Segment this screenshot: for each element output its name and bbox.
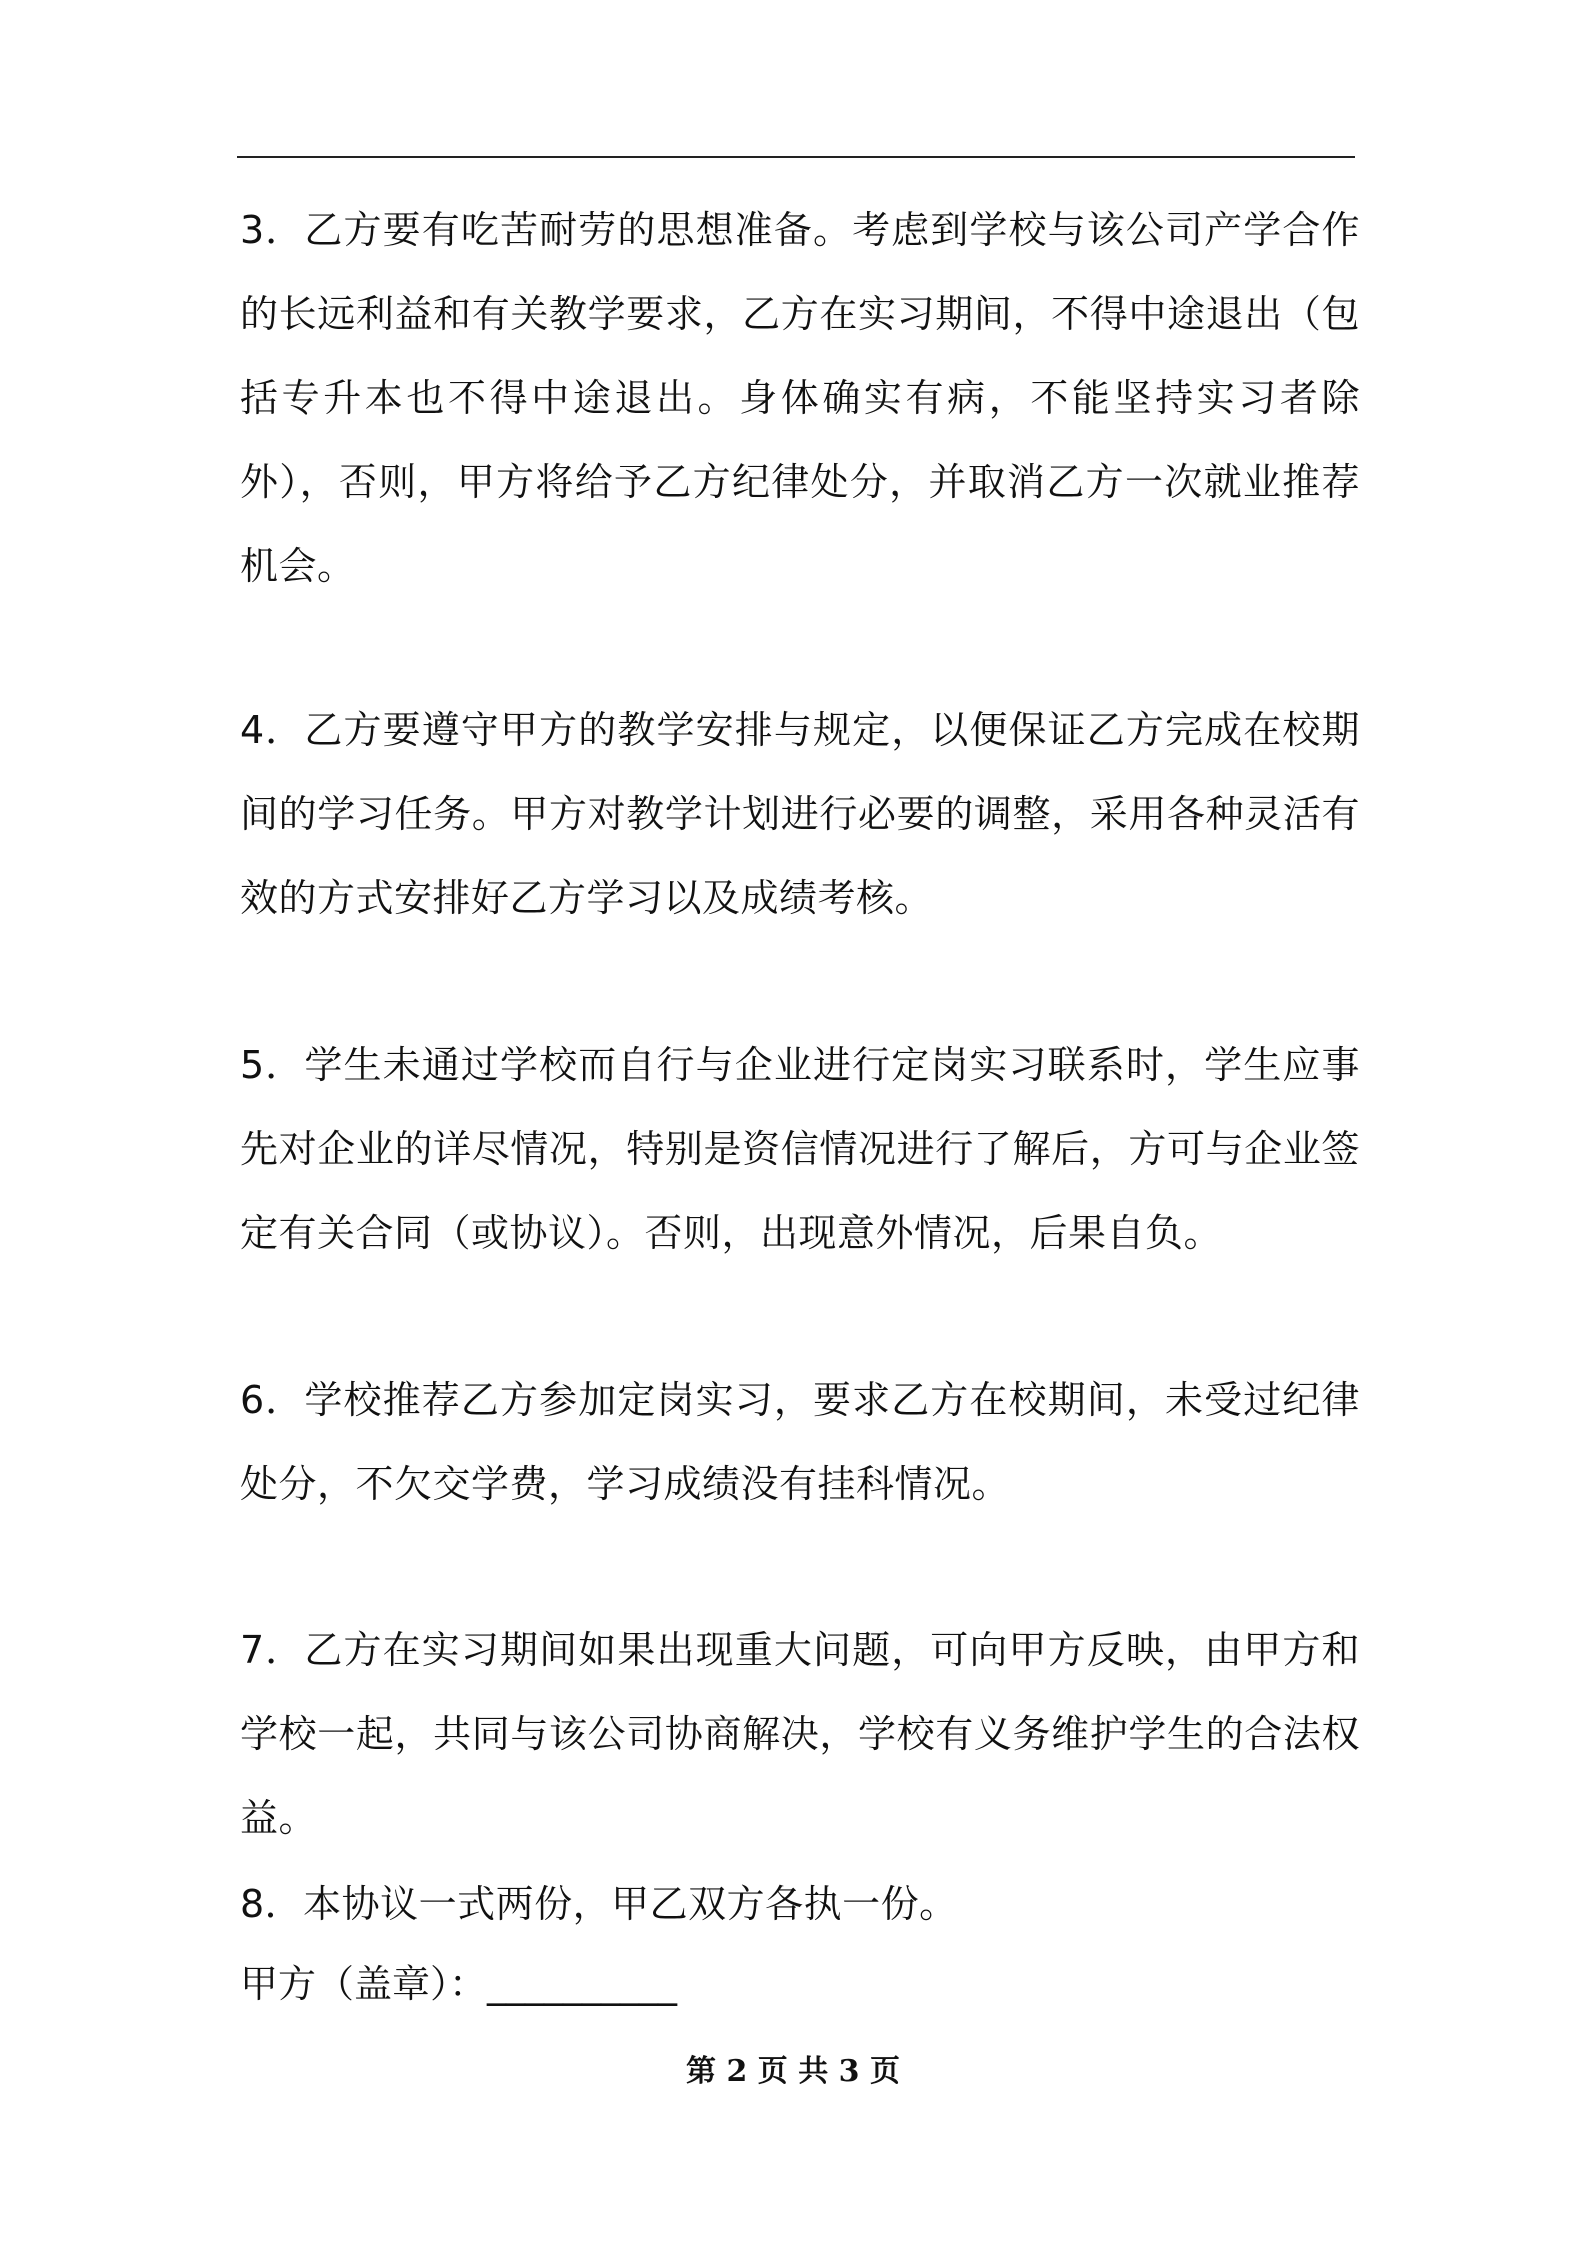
clause-3: 3．乙方要有吃苦耐劳的思想准备。考虑到学校与该公司产学合作的长远利益和有关教学要求，乙方在实习期间，不得中途退出（包括专升本也不得中途退出。身体确实有病，不能坚持实习者除外），否则，甲方将给予乙方纪律处分，并取消乙方一次就业推荐机会。 [240, 208, 1360, 588]
clause-6: 6．学校推荐乙方参加定岗实习，要求乙方在校期间，未受过纪律处分，不欠交学费，学习成绩没有挂科情况。 [240, 1378, 1360, 1506]
page-number-footer: 第 2 页 共 3 页 [686, 2054, 900, 2089]
clause-4: 4．乙方要遵守甲方的教学安排与规定，以便保证乙方完成在校期间的学习任务。甲方对教学计划进行必要的调整，采用各种灵活有效的方式安排好乙方学习以及成绩考核。 [240, 708, 1360, 920]
clause-8: 8．本协议一式两份，甲乙双方各执一份。 [240, 1882, 958, 1926]
party-a-signature-line: 甲方（盖章）：__________ [240, 1962, 678, 2006]
clause-7: 7．乙方在实习期间如果出现重大问题，可向甲方反映，由甲方和学校一起，共同与该公司协商解决，学校有义务维护学生的合法权益。 [240, 1628, 1360, 1840]
header-rule [237, 156, 1355, 158]
clause-5: 5．学生未通过学校而自行与企业进行定岗实习联系时，学生应事先对企业的详尽情况，特别是资信情况进行了解后，方可与企业签定有关合同（或协议）。否则，出现意外情况，后果自负。 [240, 1043, 1360, 1255]
